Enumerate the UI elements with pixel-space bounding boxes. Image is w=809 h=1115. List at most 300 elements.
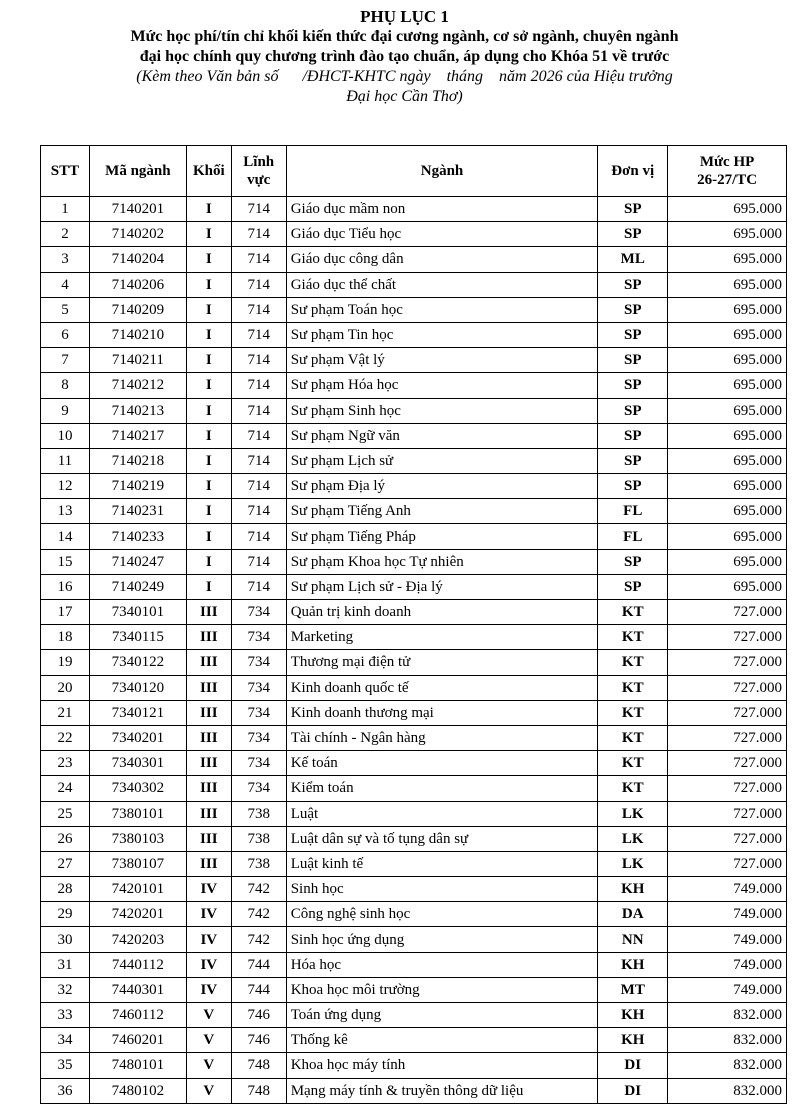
- note-line-1: (Kèm theo Văn bản số /ĐHCT-KHTC ngày tháng năm 2026 của Hiệu trưởng: [136, 68, 673, 85]
- cell-stt: 1: [41, 197, 90, 222]
- cell-don-vi: SP: [598, 574, 668, 599]
- cell-muc-hp: 695.000: [668, 197, 787, 222]
- cell-stt: 33: [41, 1003, 90, 1028]
- cell-khoi: III: [186, 801, 231, 826]
- table-row: [41, 297, 787, 322]
- cell-ma-nganh: 7140201: [89, 197, 186, 222]
- cell-stt: 20: [41, 675, 90, 700]
- table-row: [41, 952, 787, 977]
- cell-nganh: Sư phạm Lịch sử - Địa lý: [286, 574, 598, 599]
- cell-nganh: Sinh học ứng dụng: [286, 927, 598, 952]
- cell-stt: 21: [41, 700, 90, 725]
- cell-linh-vuc: 734: [231, 725, 286, 750]
- cell-don-vi: SP: [598, 222, 668, 247]
- cell-stt: 24: [41, 776, 90, 801]
- table-row: [41, 423, 787, 448]
- table-row: [41, 650, 787, 675]
- cell-khoi: I: [186, 474, 231, 499]
- cell-muc-hp: 695.000: [668, 373, 787, 398]
- table-row: [41, 625, 787, 650]
- cell-khoi: III: [186, 600, 231, 625]
- cell-ma-nganh: 7460112: [89, 1003, 186, 1028]
- cell-ma-nganh: 7440301: [89, 977, 186, 1002]
- cell-stt: 34: [41, 1028, 90, 1053]
- cell-ma-nganh: 7140206: [89, 272, 186, 297]
- cell-ma-nganh: 7140218: [89, 448, 186, 473]
- cell-don-vi: DI: [598, 1053, 668, 1078]
- cell-muc-hp: 727.000: [668, 776, 787, 801]
- cell-khoi: I: [186, 348, 231, 373]
- cell-ma-nganh: 7340302: [89, 776, 186, 801]
- cell-stt: 8: [41, 373, 90, 398]
- cell-stt: 15: [41, 549, 90, 574]
- cell-muc-hp: 749.000: [668, 952, 787, 977]
- cell-don-vi: ML: [598, 247, 668, 272]
- cell-linh-vuc: 738: [231, 851, 286, 876]
- cell-linh-vuc: 714: [231, 524, 286, 549]
- cell-muc-hp: 695.000: [668, 272, 787, 297]
- cell-nganh: Sinh học: [286, 877, 598, 902]
- header-linh-vuc-line-2: vực: [247, 172, 271, 188]
- cell-ma-nganh: 7460201: [89, 1028, 186, 1053]
- cell-nganh: Marketing: [286, 625, 598, 650]
- cell-ma-nganh: 7380107: [89, 851, 186, 876]
- cell-ma-nganh: 7480101: [89, 1053, 186, 1078]
- cell-don-vi: DA: [598, 902, 668, 927]
- table-row: [41, 826, 787, 851]
- cell-khoi: V: [186, 1028, 231, 1053]
- cell-nganh: Sư phạm Tiếng Pháp: [286, 524, 598, 549]
- cell-muc-hp: 695.000: [668, 247, 787, 272]
- cell-ma-nganh: 7140249: [89, 574, 186, 599]
- cell-stt: 13: [41, 499, 90, 524]
- cell-linh-vuc: 746: [231, 1028, 286, 1053]
- cell-ma-nganh: 7420101: [89, 877, 186, 902]
- cell-nganh: Sư phạm Địa lý: [286, 474, 598, 499]
- header-ma-nganh: Mã ngành: [89, 146, 186, 197]
- cell-linh-vuc: 714: [231, 197, 286, 222]
- table-row: [41, 977, 787, 1002]
- cell-stt: 12: [41, 474, 90, 499]
- cell-muc-hp: 749.000: [668, 927, 787, 952]
- cell-don-vi: SP: [598, 373, 668, 398]
- cell-stt: 11: [41, 448, 90, 473]
- cell-muc-hp: 749.000: [668, 902, 787, 927]
- cell-muc-hp: 727.000: [668, 851, 787, 876]
- cell-muc-hp: 695.000: [668, 222, 787, 247]
- cell-ma-nganh: 7140219: [89, 474, 186, 499]
- cell-don-vi: SP: [598, 197, 668, 222]
- table-row: [41, 902, 787, 927]
- cell-stt: 9: [41, 398, 90, 423]
- cell-linh-vuc: 742: [231, 927, 286, 952]
- cell-stt: 31: [41, 952, 90, 977]
- cell-linh-vuc: 734: [231, 700, 286, 725]
- cell-khoi: V: [186, 1053, 231, 1078]
- cell-nganh: Sư phạm Tiếng Anh: [286, 499, 598, 524]
- table-row: [41, 574, 787, 599]
- cell-linh-vuc: 714: [231, 474, 286, 499]
- cell-don-vi: LK: [598, 801, 668, 826]
- table-header-row: [41, 146, 787, 197]
- cell-stt: 27: [41, 851, 90, 876]
- cell-ma-nganh: 7340101: [89, 600, 186, 625]
- table-row: [41, 725, 787, 750]
- cell-muc-hp: 832.000: [668, 1003, 787, 1028]
- cell-don-vi: KT: [598, 650, 668, 675]
- table-row: [41, 877, 787, 902]
- cell-linh-vuc: 738: [231, 801, 286, 826]
- cell-stt: 3: [41, 247, 90, 272]
- table-row: [41, 1078, 787, 1103]
- cell-ma-nganh: 7140213: [89, 398, 186, 423]
- header-khoi: Khối: [186, 146, 231, 197]
- cell-stt: 25: [41, 801, 90, 826]
- cell-muc-hp: 727.000: [668, 700, 787, 725]
- header-linh-vuc: [231, 146, 286, 197]
- cell-linh-vuc: 714: [231, 348, 286, 373]
- cell-linh-vuc: 734: [231, 600, 286, 625]
- cell-nganh: Thống kê: [286, 1028, 598, 1053]
- cell-muc-hp: 727.000: [668, 625, 787, 650]
- cell-khoi: IV: [186, 952, 231, 977]
- cell-don-vi: SP: [598, 474, 668, 499]
- cell-stt: 16: [41, 574, 90, 599]
- cell-khoi: I: [186, 272, 231, 297]
- cell-khoi: III: [186, 776, 231, 801]
- table-row: [41, 776, 787, 801]
- table-row: [41, 700, 787, 725]
- cell-don-vi: NN: [598, 927, 668, 952]
- cell-nganh: Giáo dục công dân: [286, 247, 598, 272]
- cell-stt: 29: [41, 902, 90, 927]
- header-nganh: Ngành: [286, 146, 598, 197]
- cell-linh-vuc: 746: [231, 1003, 286, 1028]
- cell-muc-hp: 832.000: [668, 1053, 787, 1078]
- cell-linh-vuc: 742: [231, 877, 286, 902]
- header-don-vi: Đơn vị: [598, 146, 668, 197]
- cell-linh-vuc: 734: [231, 776, 286, 801]
- cell-khoi: I: [186, 322, 231, 347]
- cell-nganh: Kinh doanh quốc tế: [286, 675, 598, 700]
- cell-muc-hp: 695.000: [668, 524, 787, 549]
- cell-linh-vuc: 714: [231, 398, 286, 423]
- cell-stt: 28: [41, 877, 90, 902]
- cell-khoi: I: [186, 197, 231, 222]
- cell-linh-vuc: 714: [231, 499, 286, 524]
- cell-muc-hp: 695.000: [668, 348, 787, 373]
- cell-muc-hp: 695.000: [668, 398, 787, 423]
- table-row: [41, 322, 787, 347]
- cell-ma-nganh: 7140204: [89, 247, 186, 272]
- header-muc-hp: [668, 146, 787, 197]
- note-line-2: Đại học Cần Thơ): [346, 88, 463, 105]
- cell-nganh: Tài chính - Ngân hàng: [286, 725, 598, 750]
- cell-stt: 18: [41, 625, 90, 650]
- cell-nganh: Giáo dục Tiểu học: [286, 222, 598, 247]
- table-row: [41, 751, 787, 776]
- cell-khoi: I: [186, 549, 231, 574]
- cell-don-vi: KH: [598, 1028, 668, 1053]
- cell-khoi: III: [186, 700, 231, 725]
- cell-nganh: Hóa học: [286, 952, 598, 977]
- cell-muc-hp: 832.000: [668, 1028, 787, 1053]
- cell-muc-hp: 727.000: [668, 600, 787, 625]
- cell-don-vi: SP: [598, 297, 668, 322]
- cell-nganh: Sư phạm Tin học: [286, 322, 598, 347]
- cell-nganh: Giáo dục thể chất: [286, 272, 598, 297]
- table-row: [41, 524, 787, 549]
- cell-don-vi: SP: [598, 272, 668, 297]
- cell-stt: 19: [41, 650, 90, 675]
- cell-khoi: IV: [186, 877, 231, 902]
- header-linh-vuc-line-1: Lĩnh: [243, 154, 275, 170]
- cell-nganh: Sư phạm Hóa học: [286, 373, 598, 398]
- cell-linh-vuc: 714: [231, 322, 286, 347]
- cell-nganh: Kiểm toán: [286, 776, 598, 801]
- cell-muc-hp: 727.000: [668, 826, 787, 851]
- cell-don-vi: KT: [598, 751, 668, 776]
- cell-linh-vuc: 714: [231, 423, 286, 448]
- cell-khoi: III: [186, 751, 231, 776]
- cell-linh-vuc: 714: [231, 222, 286, 247]
- cell-linh-vuc: 714: [231, 574, 286, 599]
- cell-stt: 22: [41, 725, 90, 750]
- cell-linh-vuc: 744: [231, 952, 286, 977]
- cell-nganh: Luật: [286, 801, 598, 826]
- cell-khoi: IV: [186, 977, 231, 1002]
- cell-ma-nganh: 7140212: [89, 373, 186, 398]
- cell-nganh: Luật dân sự và tố tụng dân sự: [286, 826, 598, 851]
- table-row: [41, 272, 787, 297]
- cell-nganh: Sư phạm Sinh học: [286, 398, 598, 423]
- cell-khoi: III: [186, 826, 231, 851]
- table-row: [41, 474, 787, 499]
- table-row: [41, 675, 787, 700]
- cell-don-vi: KH: [598, 877, 668, 902]
- cell-nganh: Khoa học môi trường: [286, 977, 598, 1002]
- cell-muc-hp: 695.000: [668, 423, 787, 448]
- cell-nganh: Sư phạm Vật lý: [286, 348, 598, 373]
- cell-khoi: III: [186, 675, 231, 700]
- cell-ma-nganh: 7140217: [89, 423, 186, 448]
- cell-linh-vuc: 714: [231, 549, 286, 574]
- cell-linh-vuc: 734: [231, 625, 286, 650]
- cell-linh-vuc: 714: [231, 247, 286, 272]
- cell-muc-hp: 727.000: [668, 725, 787, 750]
- cell-linh-vuc: 744: [231, 977, 286, 1002]
- cell-khoi: IV: [186, 902, 231, 927]
- cell-ma-nganh: 7340301: [89, 751, 186, 776]
- cell-khoi: V: [186, 1003, 231, 1028]
- cell-don-vi: SP: [598, 423, 668, 448]
- cell-don-vi: KT: [598, 600, 668, 625]
- cell-khoi: I: [186, 222, 231, 247]
- cell-ma-nganh: 7140247: [89, 549, 186, 574]
- table-row: [41, 801, 787, 826]
- table-row: [41, 197, 787, 222]
- cell-don-vi: SP: [598, 348, 668, 373]
- cell-linh-vuc: 734: [231, 751, 286, 776]
- cell-muc-hp: 727.000: [668, 751, 787, 776]
- cell-don-vi: SP: [598, 448, 668, 473]
- cell-don-vi: FL: [598, 499, 668, 524]
- cell-don-vi: SP: [598, 322, 668, 347]
- table-row: [41, 1028, 787, 1053]
- table-row: [41, 448, 787, 473]
- cell-muc-hp: 695.000: [668, 574, 787, 599]
- header-stt: STT: [41, 146, 90, 197]
- cell-nganh: Sư phạm Ngữ văn: [286, 423, 598, 448]
- cell-muc-hp: 695.000: [668, 474, 787, 499]
- cell-nganh: Quản trị kinh doanh: [286, 600, 598, 625]
- cell-muc-hp: 695.000: [668, 448, 787, 473]
- cell-don-vi: KH: [598, 1003, 668, 1028]
- cell-ma-nganh: 7420203: [89, 927, 186, 952]
- cell-don-vi: KT: [598, 700, 668, 725]
- cell-ma-nganh: 7440112: [89, 952, 186, 977]
- cell-khoi: I: [186, 423, 231, 448]
- cell-linh-vuc: 748: [231, 1053, 286, 1078]
- cell-don-vi: KT: [598, 725, 668, 750]
- appendix-title: PHỤ LỤC 1: [360, 7, 449, 26]
- cell-linh-vuc: 714: [231, 297, 286, 322]
- cell-khoi: III: [186, 625, 231, 650]
- cell-linh-vuc: 748: [231, 1078, 286, 1103]
- cell-nganh: Giáo dục mầm non: [286, 197, 598, 222]
- cell-khoi: I: [186, 398, 231, 423]
- cell-muc-hp: 695.000: [668, 549, 787, 574]
- cell-khoi: I: [186, 499, 231, 524]
- cell-don-vi: LK: [598, 851, 668, 876]
- cell-stt: 36: [41, 1078, 90, 1103]
- table-row: [41, 398, 787, 423]
- cell-stt: 2: [41, 222, 90, 247]
- cell-khoi: I: [186, 297, 231, 322]
- cell-nganh: Sư phạm Lịch sử: [286, 448, 598, 473]
- cell-stt: 4: [41, 272, 90, 297]
- header-muc-hp-line-2: 26-27/TC: [697, 172, 758, 188]
- cell-ma-nganh: 7140211: [89, 348, 186, 373]
- cell-ma-nganh: 7140233: [89, 524, 186, 549]
- table-row: [41, 499, 787, 524]
- table-row: [41, 851, 787, 876]
- cell-ma-nganh: 7140209: [89, 297, 186, 322]
- cell-ma-nganh: 7140202: [89, 222, 186, 247]
- header-muc-hp-line-1: Mức HP: [699, 154, 755, 170]
- cell-muc-hp: 695.000: [668, 297, 787, 322]
- cell-stt: 5: [41, 297, 90, 322]
- table-row: [41, 222, 787, 247]
- cell-linh-vuc: 734: [231, 675, 286, 700]
- subtitle-line-2: đại học chính quy chương trình đào tạo chuẩn, áp dụng cho Khóa 51 về trước: [139, 48, 670, 65]
- cell-don-vi: FL: [598, 524, 668, 549]
- table-row: [41, 600, 787, 625]
- cell-stt: 23: [41, 751, 90, 776]
- cell-linh-vuc: 742: [231, 902, 286, 927]
- cell-khoi: III: [186, 650, 231, 675]
- cell-ma-nganh: 7380103: [89, 826, 186, 851]
- cell-stt: 26: [41, 826, 90, 851]
- cell-don-vi: KT: [598, 625, 668, 650]
- table-row: [41, 348, 787, 373]
- cell-muc-hp: 727.000: [668, 801, 787, 826]
- table-row: [41, 549, 787, 574]
- cell-linh-vuc: 734: [231, 650, 286, 675]
- cell-khoi: I: [186, 448, 231, 473]
- cell-linh-vuc: 714: [231, 272, 286, 297]
- cell-muc-hp: 695.000: [668, 499, 787, 524]
- cell-don-vi: SP: [598, 549, 668, 574]
- cell-khoi: IV: [186, 927, 231, 952]
- cell-nganh: Sư phạm Toán học: [286, 297, 598, 322]
- cell-muc-hp: 749.000: [668, 977, 787, 1002]
- cell-nganh: Sư phạm Khoa học Tự nhiên: [286, 549, 598, 574]
- cell-stt: 32: [41, 977, 90, 1002]
- cell-don-vi: LK: [598, 826, 668, 851]
- cell-khoi: I: [186, 524, 231, 549]
- cell-stt: 17: [41, 600, 90, 625]
- cell-ma-nganh: 7380101: [89, 801, 186, 826]
- cell-ma-nganh: 7140210: [89, 322, 186, 347]
- cell-ma-nganh: 7340122: [89, 650, 186, 675]
- cell-linh-vuc: 738: [231, 826, 286, 851]
- cell-don-vi: SP: [598, 398, 668, 423]
- cell-khoi: I: [186, 247, 231, 272]
- cell-ma-nganh: 7480102: [89, 1078, 186, 1103]
- cell-ma-nganh: 7340201: [89, 725, 186, 750]
- cell-don-vi: MT: [598, 977, 668, 1002]
- cell-nganh: Kinh doanh thương mại: [286, 700, 598, 725]
- cell-ma-nganh: 7140231: [89, 499, 186, 524]
- cell-muc-hp: 727.000: [668, 675, 787, 700]
- cell-stt: 10: [41, 423, 90, 448]
- cell-linh-vuc: 714: [231, 373, 286, 398]
- cell-don-vi: KT: [598, 776, 668, 801]
- table-body: [41, 197, 787, 1104]
- cell-don-vi: KH: [598, 952, 668, 977]
- cell-nganh: Khoa học máy tính: [286, 1053, 598, 1078]
- table-row: [41, 373, 787, 398]
- cell-don-vi: DI: [598, 1078, 668, 1103]
- document-header: [0, 0, 809, 107]
- tuition-table: [40, 145, 787, 1104]
- cell-ma-nganh: 7420201: [89, 902, 186, 927]
- cell-nganh: Công nghệ sinh học: [286, 902, 598, 927]
- cell-khoi: I: [186, 574, 231, 599]
- cell-nganh: Luật kinh tế: [286, 851, 598, 876]
- cell-nganh: Thương mại điện tử: [286, 650, 598, 675]
- table-row: [41, 247, 787, 272]
- subtitle-line-1: Mức học phí/tín chỉ khối kiến thức đại cương ngành, cơ sở ngành, chuyên ngành: [130, 28, 679, 45]
- table-row: [41, 1003, 787, 1028]
- cell-stt: 6: [41, 322, 90, 347]
- cell-ma-nganh: 7340120: [89, 675, 186, 700]
- cell-linh-vuc: 714: [231, 448, 286, 473]
- cell-stt: 30: [41, 927, 90, 952]
- cell-khoi: III: [186, 725, 231, 750]
- cell-ma-nganh: 7340115: [89, 625, 186, 650]
- cell-nganh: Mạng máy tính & truyền thông dữ liệu: [286, 1078, 598, 1103]
- cell-ma-nganh: 7340121: [89, 700, 186, 725]
- cell-don-vi: KT: [598, 675, 668, 700]
- cell-stt: 7: [41, 348, 90, 373]
- cell-muc-hp: 832.000: [668, 1078, 787, 1103]
- cell-stt: 14: [41, 524, 90, 549]
- cell-khoi: V: [186, 1078, 231, 1103]
- table-row: [41, 927, 787, 952]
- cell-khoi: I: [186, 373, 231, 398]
